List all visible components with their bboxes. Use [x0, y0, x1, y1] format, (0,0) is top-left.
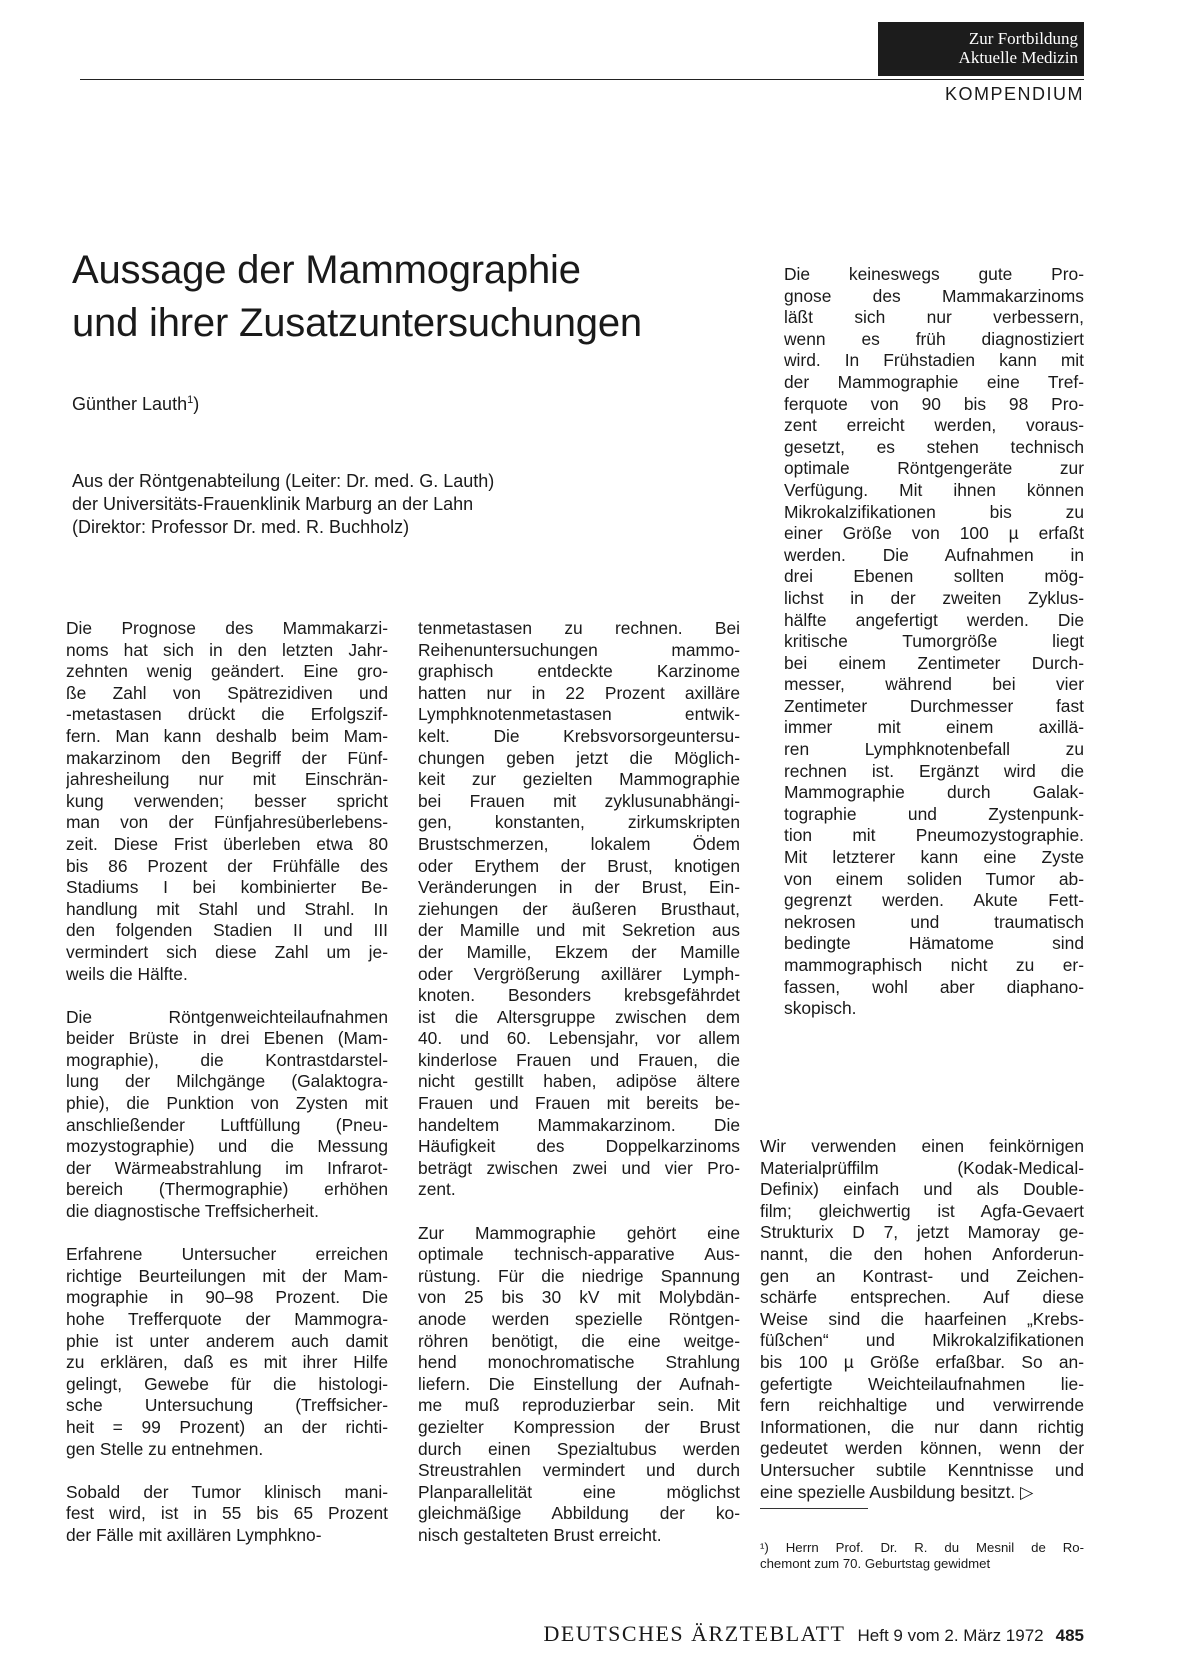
- text-line: handlung mit Stahl und Strahl. In: [66, 898, 388, 919]
- text-line: chungen geben jetzt die Möglich-: [418, 747, 740, 768]
- text-line: Planparallelität eine möglichst: [418, 1481, 740, 1502]
- text-line: der Fälle mit axillären Lymphkno-: [66, 1524, 322, 1545]
- text-line: beträgt zwischen zwei und vier Pro-: [418, 1157, 740, 1178]
- paragraph: [418, 618, 740, 1201]
- text-line: Wir verwenden einen feinkörnigen: [760, 1136, 1084, 1156]
- text-line: hälfte angefertigt werden. Die: [784, 609, 1084, 630]
- journal-name: DEUTSCHES ÄRZTEBLATT: [543, 1621, 846, 1646]
- text-line: heit = 99 Prozent) an der richti-: [66, 1416, 388, 1437]
- text-line: handeltem Mammakarzinom. Die: [418, 1114, 740, 1135]
- paragraph: [66, 1007, 388, 1223]
- text-line: bedingte Hämatome sind: [784, 933, 1084, 954]
- text-line: drei Ebenen sollten mög-: [784, 566, 1084, 587]
- text-line: gen an Kontrast- und Zeichen-: [760, 1265, 1084, 1286]
- text-line: füßchen“ und Mikrokalzifikationen: [760, 1330, 1084, 1351]
- text-line: nisch gestalteten Brust erreicht.: [418, 1524, 662, 1545]
- text-line: von einem soliden Tumor ab-: [784, 868, 1084, 889]
- article-title: [72, 244, 732, 350]
- text-line: phie), die Punktion von Zysten mit: [66, 1093, 388, 1114]
- text-line: immer mit einem axillä-: [784, 717, 1084, 738]
- text-line: Die Röntgenweichteilaufnahmen: [66, 1006, 388, 1027]
- text-line: jahresheilung nur mit Einschrän-: [66, 769, 388, 790]
- author-line: [72, 394, 199, 415]
- text-line: Erfahrene Untersucher erreichen: [66, 1244, 388, 1265]
- text-line: noms hat sich in den letzten Jahr-: [66, 639, 388, 660]
- author-footnote-paren: ): [193, 394, 200, 414]
- text-line: kung verwenden; besser spricht: [66, 790, 388, 811]
- text-line: Die keineswegs gute Pro-: [784, 264, 1084, 284]
- text-line: ße Zahl von Spätrezidiven und: [66, 682, 388, 703]
- text-line: werden. Die Aufnahmen in: [784, 544, 1084, 565]
- text-line: zent.: [418, 1179, 456, 1200]
- text-line: röhren benötigt, die eine weitge-: [418, 1330, 740, 1351]
- text-line: sche Untersuchung (Treffsicher-: [66, 1395, 388, 1416]
- text-line: skopisch.: [784, 998, 857, 1019]
- text-line: Häufigkeit des Doppelkarzinoms: [418, 1136, 740, 1157]
- section-label-line-1: Zur Fortbildung: [968, 29, 1078, 48]
- text-line: hend monochromatische Strahlung: [418, 1352, 740, 1373]
- text-line: bis 86 Prozent der Frühfälle des: [66, 855, 388, 876]
- affiliation-line: (Direktor: Professor Dr. med. R. Buchholz): [72, 517, 410, 537]
- text-line: film; gleichwertig ist Agfa-Gevaert: [760, 1200, 1084, 1221]
- text-line: Zentimeter Durchmesser fast: [784, 695, 1084, 716]
- text-line: Informationen, die nur dann richtig: [760, 1416, 1084, 1437]
- text-line: den folgenden Stadien II und III: [66, 920, 388, 941]
- text-line: vermindert sich diese Zahl um je-: [66, 941, 388, 962]
- text-line: tion mit Pneumozystographie.: [784, 825, 1084, 846]
- text-line: anode werden spezielle Röntgen-: [418, 1309, 740, 1329]
- paragraph: [418, 1223, 740, 1547]
- text-line: tenmetastasen zu rechnen. Bei: [418, 618, 740, 638]
- footnote-line: chemont zum 70. Geburtstag gewidmet: [760, 1556, 991, 1571]
- text-line: mographie), die Kontrastdarstel-: [66, 1049, 388, 1070]
- text-line: anschließender Luftfüllung (Pneu-: [66, 1114, 388, 1135]
- text-line: Brustschmerzen, lokalem Ödem: [418, 833, 740, 854]
- text-line: schärfe entsprechen. Auf diese: [760, 1287, 1084, 1308]
- text-line: zehnten wenig geändert. Eine gro-: [66, 661, 388, 682]
- section-label-line-2: Aktuelle Medizin: [958, 48, 1078, 67]
- text-line: man von der Fünfjahresüberlebens-: [66, 812, 388, 833]
- text-line: gezielter Kompression der Brust: [418, 1416, 740, 1437]
- text-line: weils die Hälfte.: [66, 963, 188, 984]
- text-line: gegrenzt werden. Akute Fett-: [784, 890, 1084, 911]
- text-line: gefertigte Weichteilaufnahmen lie-: [760, 1373, 1084, 1394]
- issue-info: Heft 9 vom 2. März 1972: [857, 1626, 1044, 1645]
- text-line: oder Vergrößerung axillärer Lymph-: [418, 963, 740, 984]
- section-label: [878, 22, 1084, 76]
- text-line: gedeutet werden können, wenn der: [760, 1438, 1084, 1459]
- text-line: Zur Mammographie gehört eine: [418, 1222, 740, 1243]
- text-line: Lymphknotenmetastasen entwik-: [418, 704, 740, 725]
- section-kicker: KOMPENDIUM: [944, 84, 1084, 104]
- body-column-3: [784, 264, 1084, 1020]
- page-footer: [480, 1621, 1084, 1647]
- text-line: läßt sich nur verbessern,: [784, 307, 1084, 328]
- text-line: oder Erythem der Brust, knotigen: [418, 855, 740, 876]
- text-line: richtige Beurteilungen mit der Mam-: [66, 1265, 388, 1286]
- text-line: beider Brüste in drei Ebenen (Mam-: [66, 1028, 388, 1049]
- text-line: optimale Röntgengeräte zur: [784, 458, 1084, 479]
- text-line: zent erreicht werden, voraus-: [784, 415, 1084, 436]
- paragraph: [66, 1244, 388, 1460]
- header-rule: [80, 79, 1084, 80]
- body-column-1: [66, 618, 388, 1547]
- text-line: lung der Milchgänge (Galaktogra-: [66, 1071, 388, 1092]
- text-line: Veränderungen in der Brust, Ein-: [418, 877, 740, 898]
- text-line: hohe Trefferquote der Mammogra-: [66, 1309, 388, 1329]
- text-line: mographie in 90–98 Prozent. Die: [66, 1287, 388, 1308]
- text-line: fern reichhaltige und verwirrende: [760, 1395, 1084, 1416]
- text-line: der Wärmeabstrahlung im Infrarot-: [66, 1157, 388, 1178]
- text-line: bei einem Zentimeter Durch-: [784, 652, 1084, 673]
- text-line: mozystographie) und die Messung: [66, 1136, 388, 1157]
- text-line: kinderlose Frauen und Frauen, die: [418, 1049, 740, 1070]
- text-line: zu erklären, daß es mit ihrer Hilfe: [66, 1352, 388, 1373]
- title-line-1: Aussage der Mammographie: [72, 248, 581, 292]
- affiliation: [72, 470, 494, 539]
- text-line: ist die Altersgruppe zwischen dem: [418, 1006, 740, 1027]
- text-line: Sobald der Tumor klinisch mani-: [66, 1481, 388, 1502]
- paragraph: [66, 1482, 388, 1547]
- author-name: Günther Lauth: [72, 394, 188, 414]
- text-line: gleichmäßige Abbildung der ko-: [418, 1503, 740, 1524]
- text-line: tographie und Zystenpunk-: [784, 803, 1084, 824]
- text-line: der Mammographie eine Tref-: [784, 371, 1084, 392]
- paragraph: [760, 1136, 1084, 1503]
- text-line: durch einen Spezialtubus werden: [418, 1438, 740, 1459]
- title-line-2: und ihrer Zusatzuntersuchungen: [72, 301, 642, 345]
- text-line: Mikrokalzifikationen bis zu: [784, 501, 1084, 522]
- text-line: gen, konstanten, zirkumskripten: [418, 812, 740, 833]
- text-line: Reihenuntersuchungen mammo-: [418, 639, 740, 660]
- affiliation-line: Aus der Röntgenabteilung (Leiter: Dr. med. G. Lauth): [72, 471, 495, 491]
- text-line: Verfügung. Mit ihnen können: [784, 479, 1084, 500]
- text-line: die diagnostische Treffsicherheit.: [66, 1201, 319, 1222]
- text-line: rüstung. Für die niedrige Spannung: [418, 1265, 740, 1286]
- text-line: hatten nur in 22 Prozent axilläre: [418, 682, 740, 703]
- text-line: fest wird, ist in 55 bis 65 Prozent: [66, 1503, 388, 1524]
- text-line: 40. und 60. Lebensjahr, vor allem: [418, 1028, 740, 1049]
- text-line: kelt. Die Krebsvorsorgeuntersu-: [418, 725, 740, 746]
- text-line: Streustrahlen vermindert und durch: [418, 1460, 740, 1481]
- text-line: einer Größe von 100 µ erfaßt: [784, 523, 1084, 544]
- footnote: [760, 1540, 1084, 1572]
- text-line: gesetzt, es stehen technisch: [784, 436, 1084, 457]
- text-line: me muß reproduzierbar sein. Mit: [418, 1395, 740, 1416]
- text-line: Strukturix D 7, jetzt Mamoray ge-: [760, 1222, 1084, 1243]
- text-line: messer, während bei vier: [784, 674, 1084, 695]
- text-line: nannt, die den hohen Anforderun-: [760, 1243, 1084, 1264]
- text-line: bei Frauen mit zyklusunabhängi-: [418, 790, 740, 811]
- affiliation-line: der Universitäts-Frauenklinik Marburg an der Lahn: [72, 494, 474, 514]
- text-line: zeit. Diese Frist überleben etwa 80: [66, 833, 388, 854]
- text-line: bis 100 µ Größe erfaßbar. So an-: [760, 1351, 1084, 1372]
- text-line: gen Stelle zu entnehmen.: [66, 1438, 264, 1459]
- footnote-rule: [760, 1508, 868, 1509]
- text-line: nekrosen und traumatisch: [784, 911, 1084, 932]
- paragraph: [784, 264, 1084, 1020]
- text-line: ziehungen der äußeren Brusthaut,: [418, 898, 740, 919]
- text-line: eine spezielle Ausbildung besitzt. ▷: [760, 1481, 1034, 1502]
- author-footnote-mark: 1: [187, 394, 194, 406]
- text-line: gnose des Mammakarzinoms: [784, 285, 1084, 306]
- text-line: fassen, wohl aber diaphano-: [784, 976, 1084, 997]
- text-line: Untersucher subtile Kenntnisse und: [760, 1459, 1084, 1480]
- text-line: von 25 bis 30 kV mit Molybdän-: [418, 1287, 740, 1308]
- text-line: ferquote von 90 bis 98 Pro-: [784, 393, 1084, 414]
- text-line: Frauen und Frauen mit bereits be-: [418, 1093, 740, 1114]
- text-line: nicht gestillt haben, adipöse ältere: [418, 1071, 740, 1092]
- text-line: rechnen ist. Ergänzt wird die: [784, 760, 1084, 781]
- text-line: wenn es früh diagnostiziert: [784, 328, 1084, 349]
- text-line: bereich (Thermographie) erhöhen: [66, 1179, 388, 1200]
- page-number: 485: [1055, 1626, 1084, 1645]
- text-line: kritische Tumorgröße liegt: [784, 631, 1084, 652]
- text-line: Materialprüffilm (Kodak-Medical-: [760, 1157, 1084, 1178]
- text-line: liefern. Die Einstellung der Aufnah-: [418, 1373, 740, 1394]
- text-line: fern. Man kann deshalb beim Mam-: [66, 725, 388, 746]
- footnote-line: ¹) Herrn Prof. Dr. R. du Mesnil de Ro-: [760, 1540, 1084, 1555]
- text-line: Definix) einfach und als Double-: [760, 1179, 1084, 1200]
- text-line: mammographisch nicht zu er-: [784, 955, 1084, 975]
- text-line: keit zur gezielten Mammographie: [418, 769, 740, 790]
- text-line: Stadiums I bei kombinierter Be-: [66, 877, 388, 898]
- text-line: Mammographie durch Galak-: [784, 782, 1084, 803]
- text-line: gelingt, Gewebe für die histologi-: [66, 1373, 388, 1394]
- text-line: makarzinom den Begriff der Fünf-: [66, 747, 388, 768]
- text-line: -metastasen drückt die Erfolgszif-: [66, 704, 388, 725]
- paragraph: [66, 618, 388, 985]
- text-line: Mit letzterer kann eine Zyste: [784, 847, 1084, 868]
- body-column-3-lower: [760, 1136, 1084, 1503]
- text-line: ren Lymphknotenbefall zu: [784, 739, 1084, 760]
- text-line: der Mamille und mit Sekretion aus: [418, 920, 740, 941]
- text-line: Die Prognose des Mammakarzi-: [66, 618, 388, 638]
- text-line: wird. In Frühstadien kann mit: [784, 350, 1084, 371]
- text-line: phie ist unter anderem auch damit: [66, 1330, 388, 1351]
- text-line: optimale technisch-apparative Aus-: [418, 1244, 740, 1265]
- text-line: graphisch entdeckte Karzinome: [418, 661, 740, 682]
- text-line: der Mamille, Ekzem der Mamille: [418, 941, 740, 962]
- text-line: Weise sind die haarfeinen „Krebs-: [760, 1308, 1084, 1329]
- text-line: knoten. Besonders krebsgefährdet: [418, 985, 740, 1006]
- body-column-2: [418, 618, 740, 1547]
- text-line: lichst in der zweiten Zyklus-: [784, 587, 1084, 608]
